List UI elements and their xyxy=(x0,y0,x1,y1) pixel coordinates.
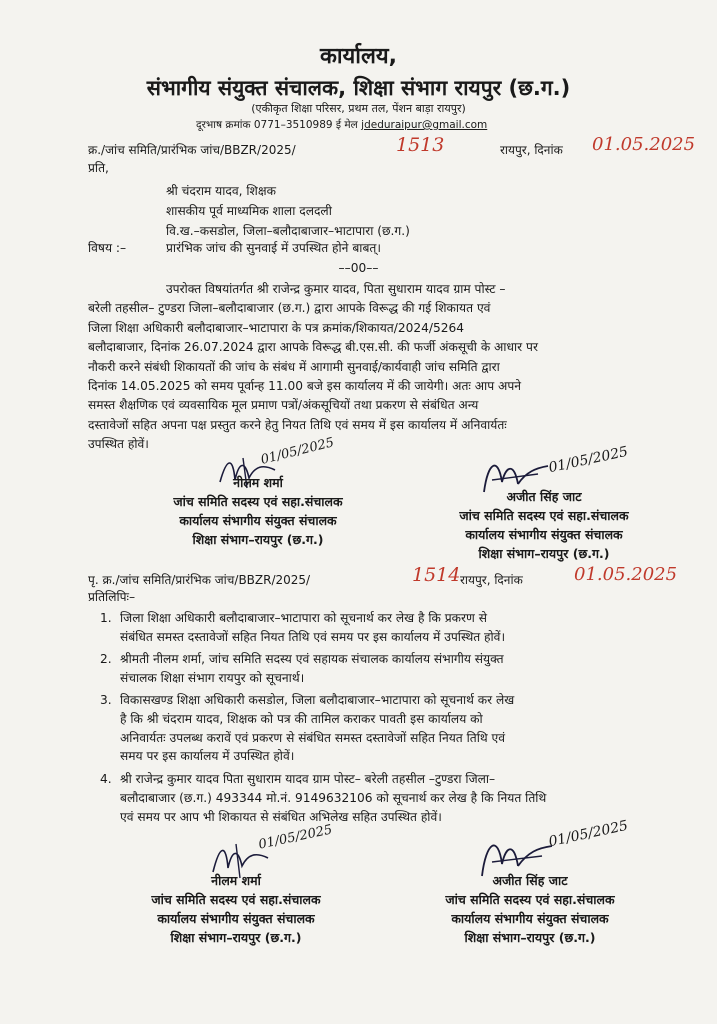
signatory-office: कार्यालय संभागीय संयुक्त संचालक xyxy=(157,911,315,926)
copy-line: संबंधित समस्त दस्तावेजों सहित नियत तिथि एवं समय पर इस कार्यालय में उपस्थित होवें। xyxy=(120,629,506,644)
office-address: (एकीकृत शिक्षा परिसर, प्रथम तल, पेंशन बाड़ा रायपुर) xyxy=(251,102,466,115)
signatory-division: शिक्षा संभाग–रायपुर (छ.ग.) xyxy=(192,532,324,547)
copy-to-label: प्रतिलिपिः– xyxy=(88,590,136,604)
body-line: बरेली तहसील– टुण्डरा जिला–बलौदाबाजार (छ.ग.) द्वारा आपके विरूद्ध की गई शिकायत एवं xyxy=(88,301,491,316)
reference-number: 1513 xyxy=(396,134,445,156)
signatory-designation: जांच समिति सदस्य एवं सहा.संचालक xyxy=(459,508,629,523)
signatory-right-bottom xyxy=(400,871,660,947)
recipient-line-1: श्री चंदराम यादव, शिक्षक xyxy=(166,184,276,198)
body-line: समस्त शैक्षणिक एवं व्यवसायिक मूल प्रमाण पत्रों/अंकसूचियों तथा प्रकरण से संबंधित अन्य xyxy=(88,398,479,413)
body-line: दिनांक 14.05.2025 को समय पूर्वान्ह 11.00 बजे इस कार्यालय में की जायेगी। अतः आप अपने xyxy=(88,379,522,394)
signatory-designation: जांच समिति सदस्य एवं सहा.संचालक xyxy=(151,892,321,907)
copy-line: समय पर इस कार्यालय में उपस्थित होवें। xyxy=(120,749,295,764)
signatory-name: नीलम शर्मा xyxy=(211,873,261,888)
body-line: नौकरी करने संबंधी शिकायतों की जांच के संबंध में आगामी सुनवाई/कार्यवाही जांच समिति द्वारा xyxy=(88,359,500,374)
body-line: उपस्थित होवें। xyxy=(88,437,149,452)
signature-left-top-date: 01/05/2025 xyxy=(259,435,336,468)
contact-line xyxy=(196,118,487,132)
signatory-left-top xyxy=(128,473,388,549)
signature-right-bottom-date: 01/05/2025 xyxy=(547,817,630,851)
signatory-office: कार्यालय संभागीय संयुक्त संचालक xyxy=(451,911,609,926)
to-label: प्रति, xyxy=(88,161,109,175)
copy-line: श्रीमती नीलम शर्मा, जांच समिति सदस्य एवं सहायक संचालक कार्यालय संभागीय संयुक्त xyxy=(120,652,504,666)
office-title: संभागीय संयुक्त संचालक, शिक्षा संभाग रायपुर (छ.ग.) xyxy=(146,76,571,100)
subject-text: प्रारंभिक जांच की सुनवाई में उपस्थित होने बाबत्। xyxy=(166,241,381,255)
copy-line: संचालक शिक्षा संभाग रायपुर को सूचनार्थ। xyxy=(120,670,305,685)
copy-line: बलौदाबाजार (छ.ग.) 493344 मो.नं. 9149632106 को सूचनार्थ कर लेख है कि नियत तिथि xyxy=(120,790,547,805)
endorsement-date: 01.05.2025 xyxy=(574,564,678,585)
copy-line: जिला शिक्षा अधिकारी बलौदाबाजार–भाटापारा को सूचनार्थ कर लेख है कि प्रकरण से xyxy=(120,611,487,625)
copy-number: 1. xyxy=(100,611,112,625)
body-line: दस्तावेजों सहित अपना पक्ष प्रस्तुत करने हेतु नियत तिथि एवं समय में इस कार्यालय में अनिवार्यतः xyxy=(88,417,507,432)
copy-line: विकासखण्ड शिक्षा अधिकारी कसडोल, जिला बलौदाबाजार–भाटापारा को सूचनार्थ कर लेख xyxy=(120,693,515,707)
signatory-right-top xyxy=(414,487,674,563)
copy-line: है कि श्री चंदराम यादव, शिक्षक को पत्र की तामिल कराकर पावती इस कार्यालय को xyxy=(120,711,483,726)
copy-number: 4. xyxy=(100,772,112,786)
letter-date: 01.05.2025 xyxy=(592,134,696,155)
copy-number: 3. xyxy=(100,693,112,707)
signatory-name: अजीत सिंह जाट xyxy=(506,489,582,504)
signatory-name: अजीत सिंह जाट xyxy=(492,873,568,888)
endorsement-ref-number: 1514 xyxy=(412,564,461,586)
copy-item-3 xyxy=(100,691,686,766)
reference-prefix: क्र./जांच समिति/प्रारंभिक जांच/BBZR/2025/ xyxy=(88,143,296,157)
phone-label: दूरभाष क्रमांक 0771–3510989 ई मेल xyxy=(196,119,358,131)
copy-line: अनिवार्यतः उपलब्ध करावें एवं प्रकरण से संबंधित समस्त दस्तावेजों सहित नियत तिथि एवं xyxy=(120,730,506,745)
endorsement-ref-prefix: पृ. क्र./जांच समिति/प्रारंभिक जांच/BBZR/2025/ xyxy=(88,573,311,587)
letter-body xyxy=(88,280,684,455)
signatory-division: शिक्षा संभाग–रायपुर (छ.ग.) xyxy=(170,930,302,945)
copy-item-1 xyxy=(100,609,686,647)
body-line: जिला शिक्षा अधिकारी बलौदाबाजार–भाटापारा के पत्र क्रमांक/शिकायत/2024/5264 xyxy=(88,320,464,335)
copy-item-4 xyxy=(100,770,686,826)
signature-left-bottom-date: 01/05/2025 xyxy=(257,822,334,853)
endorsement-place-date-label: रायपुर, दिनांक xyxy=(460,573,523,587)
office-heading: कार्यालय, xyxy=(319,44,398,69)
recipient-line-3: वि.ख.–कसडोल, जिला–बलौदाबाजार–भाटापारा (छ.ग.) xyxy=(166,224,410,238)
copy-line: श्री राजेन्द्र कुमार यादव पिता सुधाराम यादव ग्राम पोस्ट– बरेली तहसील –टुण्डरा जिला– xyxy=(120,772,496,786)
signatory-office: कार्यालय संभागीय संयुक्त संचालक xyxy=(465,527,623,542)
body-line: उपरोक्त विषयांतर्गत श्री राजेन्द्र कुमार यादव, पिता सुधाराम यादव ग्राम पोस्ट – xyxy=(166,282,506,296)
signatory-designation: जांच समिति सदस्य एवं सहा.संचालक xyxy=(445,892,615,907)
signatory-division: शिक्षा संभाग–रायपुर (छ.ग.) xyxy=(464,930,596,945)
signatory-name: नीलम शर्मा xyxy=(233,475,283,490)
signature-right-top-date: 01/05/2025 xyxy=(547,443,630,477)
signatory-division: शिक्षा संभाग–रायपुर (छ.ग.) xyxy=(478,546,610,561)
signatory-left-bottom xyxy=(106,871,366,947)
place-date-label: रायपुर, दिनांक xyxy=(500,143,563,157)
subject-label: विषय :– xyxy=(88,241,127,255)
copy-item-2 xyxy=(100,650,686,688)
body-line: बलौदाबाजार, दिनांक 26.07.2024 द्वारा आपके विरूद्ध बी.एस.सी. की फर्जी अंकसूची के आधार पर xyxy=(88,340,538,355)
copy-number: 2. xyxy=(100,652,112,666)
signatory-designation: जांच समिति सदस्य एवं सहा.संचालक xyxy=(173,494,343,509)
separator: ––00–– xyxy=(338,261,379,275)
signatory-office: कार्यालय संभागीय संयुक्त संचालक xyxy=(179,513,337,528)
recipient-line-2: शासकीय पूर्व माध्यमिक शाला दलदली xyxy=(166,204,332,218)
email-link[interactable]: jdeduraipur@gmail.com xyxy=(361,119,488,131)
copy-line: एवं समय पर आप भी शिकायत से संबंधित अभिलेख सहित उपस्थित होवें। xyxy=(120,809,442,824)
